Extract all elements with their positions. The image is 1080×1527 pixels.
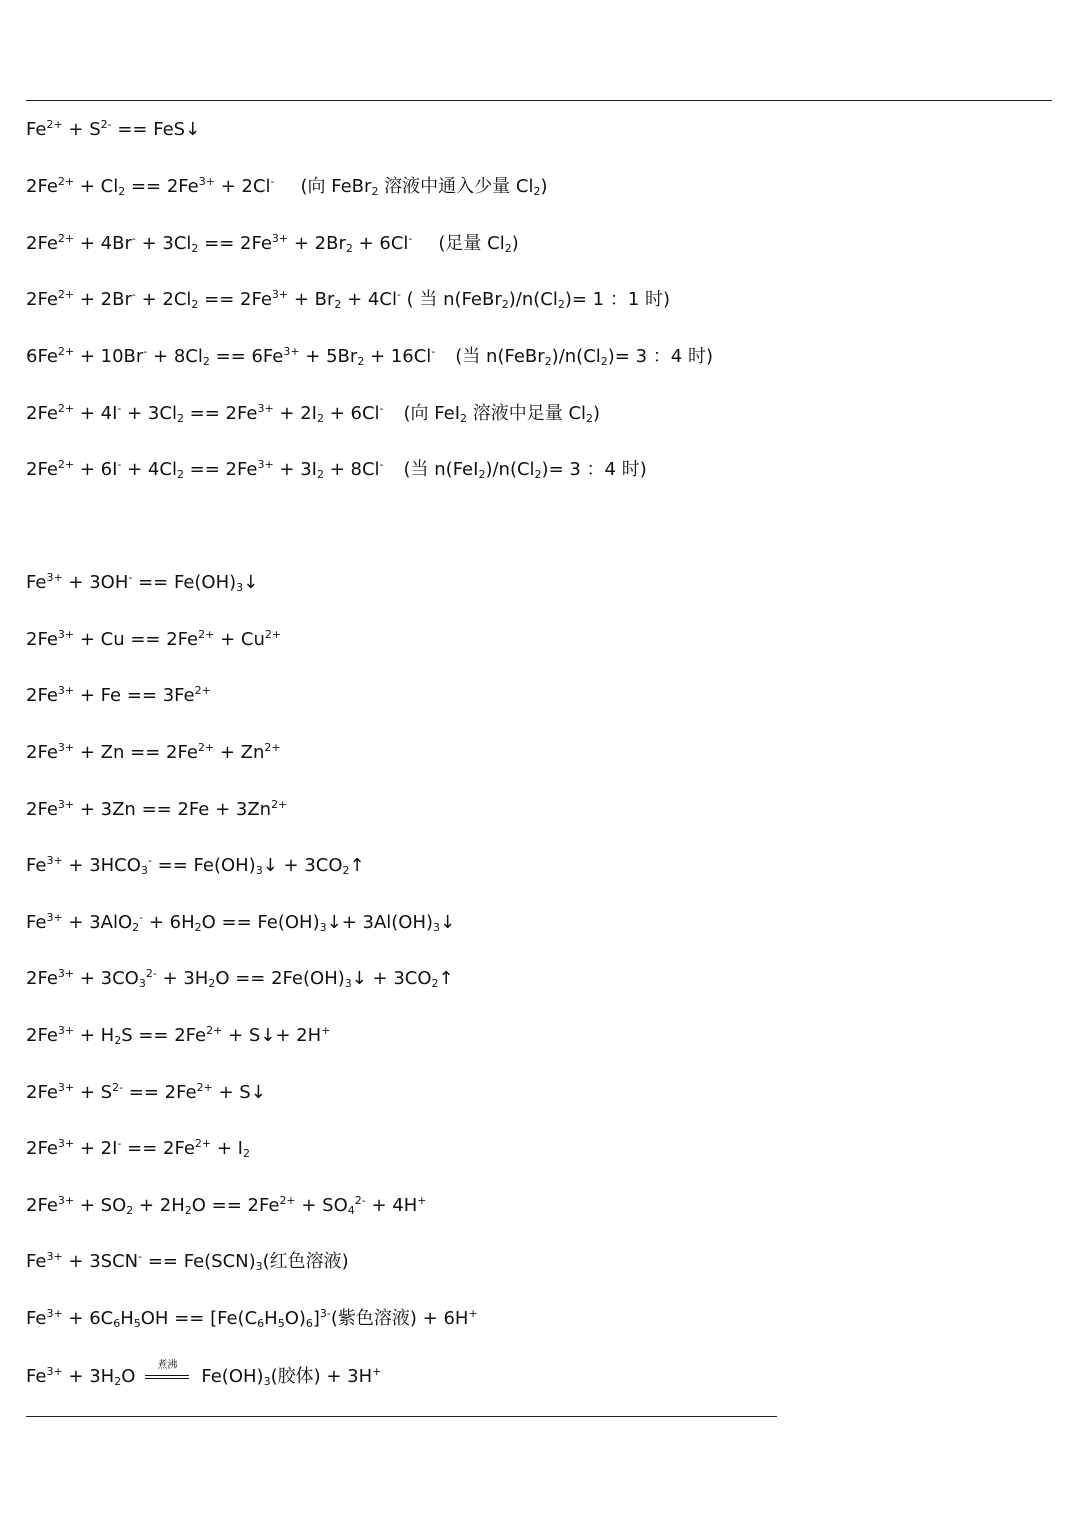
equation-note: (向 FeBr$_2$ 溶液中通入少量 $Cl_2$): [300, 176, 548, 198]
condition-label: 煮沸: [157, 1360, 178, 1371]
equation-fe3-oh: $Fe^{3+} + 3OH^-$ == $Fe(OH)_3↓$: [26, 571, 259, 594]
bottom-rule: [26, 1416, 777, 1417]
equation-fe3-co3: $2Fe^{3+} + 3CO_3^{2-} + 3H_2O$ == $2Fe(OH)_3↓$ + $3CO_2↑$: [26, 967, 454, 990]
equation-fe3-cu: $2Fe^{3+} + Cu == 2Fe^{2+} + Cu^{2+}$: [26, 628, 282, 650]
equation-fe2-br-ratio-1-1: $2Fe^{2+} + 2Br^- + 2Cl_2 == 2Fe^{3+} + Br_2 + 4Cl^-$ ( 当 $n(FeBr_2)/n(Cl_2)= 1$ ：1 时): [26, 288, 671, 311]
equation-fe2-i-ratio-3-4: $2Fe^{2+} + 6I^- + 4Cl_2 == 2Fe^{3+} + 3I_2 + 8Cl^-$ (当 $n(FeI_2)/n(Cl_2)= 3$ ：4 时): [26, 458, 647, 481]
equation-fe2-s2: $Fe^{2+} + S^{2-}$ == FeS↓: [26, 118, 201, 140]
equation-fe3-zn-small: $2Fe^{3+} + Zn == 2Fe^{2+} + Zn^{2+}$: [26, 741, 281, 763]
boiling-condition-equals-sign: [145, 1360, 189, 1384]
equation-fe3-i: $2Fe^{3+} + 2I^- == 2Fe^{2+} + I_2$: [26, 1137, 250, 1160]
equation-fe3-h2s: $2Fe^{3+} + H_2S == 2Fe^{2+}$ + S↓+ 2H+: [26, 1024, 331, 1047]
equation-fe3-zn-excess: $2Fe^{3+} + 3Zn == 2Fe + 3Zn^{2+}$: [26, 798, 288, 820]
top-rule: [26, 100, 1052, 101]
equation-fe3-phenol: $Fe^{3+} + 6C_6H_5OH == [Fe(C_6H_5O)_6]^{3-}$(紫色溶液) + 6H+: [26, 1307, 478, 1330]
equation-note: (足量 $Cl_2$): [438, 233, 519, 255]
equation-note: (当 $n(FeBr_2)/n(Cl_2)= 3$ ：4 时): [455, 346, 713, 368]
equation-fe3-scn: $Fe^{3+} + 3SCN^- == Fe(SCN)_3$(红色溶液): [26, 1250, 349, 1273]
equation-fe2-i-excess-cl2: $2Fe^{2+} + 4I^- + 3Cl_2 == 2Fe^{3+} + 2I_2 + 6Cl^-$ (向 FeI$_2$ 溶液中足量 $Cl_2$): [26, 402, 601, 425]
equation-fe3-s2: $2Fe^{3+} + S^{2-} == 2Fe^{2+}$ + S↓: [26, 1081, 266, 1103]
equation-fe3-so2: $2Fe^{3+} + SO_2 + 2H_2O == 2Fe^{2+} + SO_4^{2-} + 4H^+$: [26, 1194, 427, 1217]
equation-fe2-br-excess-cl2: $2Fe^{2+} + 4Br^- + 3Cl_2 == 2Fe^{3+} + 2Br_2 + 6Cl^-$ (足量 $Cl_2$): [26, 232, 519, 255]
equation-fe2-br-ratio-3-4: $6Fe^{2+} + 10Br^- + 8Cl_2 == 6Fe^{3+} + 5Br_2 + 16Cl^-$ (当 $n(FeBr_2)/n(Cl_2)= 3$ ：4 时): [26, 345, 713, 368]
equation-note: (向 FeI$_2$ 溶液中足量 $Cl_2$): [403, 403, 601, 425]
equation-note: ( 当 $n(FeBr_2)/n(Cl_2)= 1$ ：1 时): [400, 289, 671, 311]
equation-fe2-cl2-small: $2Fe^{2+} + Cl_2 == 2Fe^{3+} + 2Cl^-$ (向 FeBr$_2$ 溶液中通入少量 $Cl_2$): [26, 175, 548, 198]
equation-fe3-hydrolysis-colloid: $Fe^{3+} + 3H_2O$ 煮沸 $Fe(OH)_3$(胶体) + 3H+: [26, 1360, 382, 1388]
equation-fe3-fe: $2Fe^{3+} + Fe == 3Fe^{2+}$: [26, 684, 211, 706]
equation-fe3-alo2: $Fe^{3+} + 3AlO_2^- + 6H_2O$ == $Fe(OH)_3↓+$ $3Al(OH)_3↓$: [26, 911, 456, 934]
equation-fe3-hco3: $Fe^{3+} + 3HCO_3^-$ == $Fe(OH)_3↓$ + $3CO_2↑$: [26, 854, 365, 877]
equation-note: (当 $n(FeI_2)/n(Cl_2)= 3$ ：4 时): [403, 459, 647, 481]
